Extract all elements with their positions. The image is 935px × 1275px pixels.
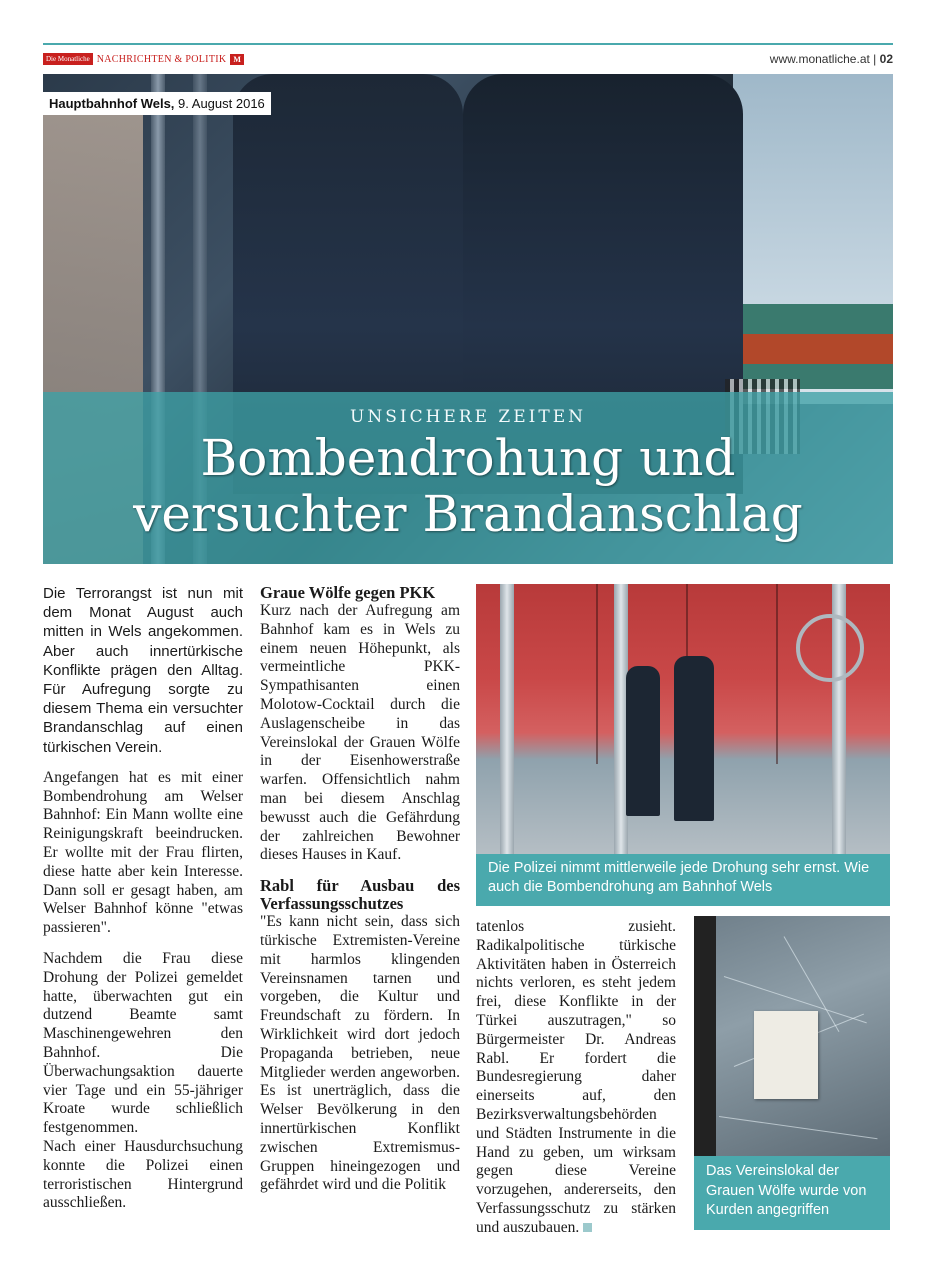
photo-pillar [500,584,514,854]
headline [43,430,893,542]
site-info [770,52,893,66]
hero-caption [43,92,271,115]
police-officer [674,656,714,821]
article-paragraph: Nachdem die Frau diese Drohung der Polizei gemeldet hatte, überwachten gut ein dutzend Beamte samt Maschinengewehren den Bahnhof. Die Überwachungsaktion dauerte vier Tage und ein 55-jähriger Kroate wurde schließlich festgenommen. [43,950,243,1137]
taped-paper [754,1011,818,1099]
header-separator: | [873,52,877,66]
article-paragraph [476,918,676,1238]
glass-panel [516,584,598,764]
photo-caption: Die Polizei nimmt mittlerweile jede Drohung sehr ernst. Wie auch die Bombendrohung am Bahnhof Wels [476,854,890,906]
round-sign [796,614,864,682]
kicker: UNSICHERE ZEITEN [350,407,586,427]
article-column-3 [476,918,676,1238]
end-mark-icon [583,1223,592,1232]
page-header [43,50,893,70]
brand-logo[interactable]: Die Monatliche [43,53,93,65]
window-frame [694,916,716,1156]
hero-caption-date: 9. August 2016 [174,96,265,111]
subheading: Graue Wölfe gegen PKK [260,583,436,602]
subheading: Rabl für Ausbau des Verfassungsschutzes [260,876,460,914]
article-paragraph: Nach einer Hausdurchsuchung konnte die Polizei einen terroristischen Hintergrund ausschließen. [43,1137,243,1212]
glass-crack [719,1116,878,1139]
hero-advert-stripe [733,334,893,364]
article-paragraph: Angefangen hat es mit einer Bombendrohung am Welser Bahnhof: Ein Mann wollte eine Reinigungskraft beeindrucken. Er wollte mit der Frau flirten, diese hatte aber kein Interesse. Dann soll er gesagt haben, am Welser Bahnhof könne "etwas passieren". [43,768,243,937]
article-lead: Die Terrorangst ist nun mit dem Monat August auch mitten in Wels angekommen. Aber auch innertürkische Konflikte prägen den Alltag. Für Aufregung sorgte zu diesem Thema ein versuchter Brandanschlag auf einen türkischen Verein. [43,585,243,756]
article-paragraph: "Es kann nicht sein, dass sich türkische Extremisten-Vereine mit harmlos klingenden Vereinsnamen tarnen und vorgeben, die Kultur und Freundschaft zu fördern. In Wirklichkeit wird dort jedoch Propaganda betrieben, neue Mitglieder werden angeworben. Es ist unerträglich, dass die Welser Bevölkerung in den innertürkischen Konflikt zwischen Extremismus-Gruppen hineingezogen und gefährdet wird und die Politik [260,913,460,1194]
article-column-2 [260,584,460,1195]
headline-line: Bombendrohung und [200,429,736,487]
page-number: 02 [879,52,893,66]
headline-line: versuchter Brandanschlag [133,485,803,543]
hero-caption-place: Hauptbahnhof Wels, [49,96,175,111]
article-column-1 [43,584,243,1213]
website-link[interactable]: www.monatliche.at [769,52,870,66]
police-photo [476,584,890,854]
article-paragraph-text: tatenlos zusieht. Radikalpolitische türkische Aktivitäten haben in Österreich nichts verloren, es steht jedem frei, diese Konflikte in der Türkei auszutragen," so Bürgermeister Dr. Andreas Rabl. Er fordert die Bundesregierung daher einerseits auf, den Bezirksverwaltungsbehörden und Städten Instrumente in die Hand zu geben, um wirksam gegen diese Vereine vorzugehen, andererseits, den Verfassungsschutz zu stärken und auszubauen. [476,918,676,1236]
section-name: NACHRICHTEN & POLITIK [96,53,227,65]
photo-caption: Das Vereinslokal der Grauen Wölfe wurde von Kurden angegriffen [694,1156,890,1230]
masthead [43,53,244,65]
damaged-window-photo [694,916,890,1156]
header-rule [43,43,893,45]
article-paragraph: Kurz nach der Aufregung am Bahnhof kam es in Wels zu einem neuen Höhepunkt, als vermeintliche PKK-Sympathisanten einen Molotow-Cocktail durch die Auslagenscheibe in das Vereinslokal der Grauen Wölfe in der Eisenhowerstraße warfen. Offensichtlich nahm man bei diesem Anschlag bewusst auch die Gefährdung der zahlreichen Bewohner dieses Hauses in Kauf. [260,602,460,864]
hero-photo [43,74,893,564]
police-officer [626,666,660,816]
brand-mark: M [230,54,244,65]
